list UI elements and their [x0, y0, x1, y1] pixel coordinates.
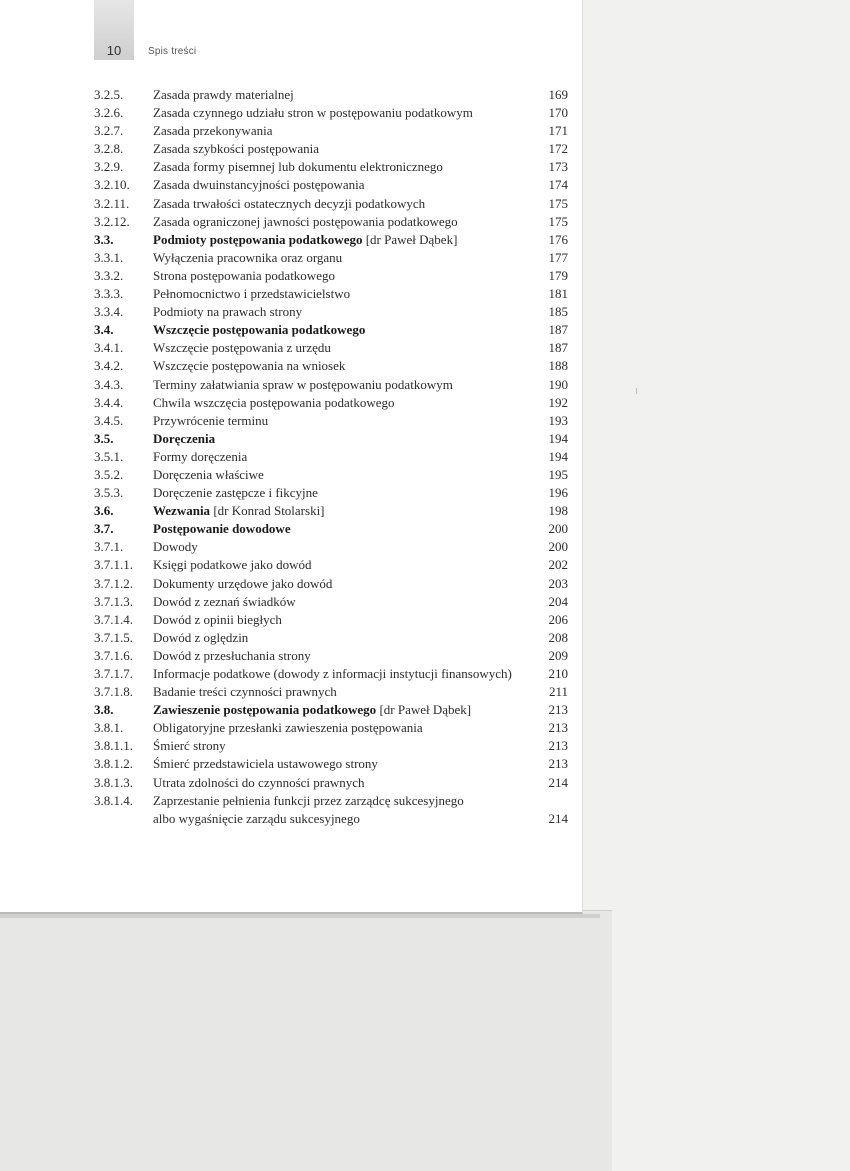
toc-entry	[94, 140, 568, 158]
toc-entry-title	[153, 195, 548, 213]
toc-entry	[94, 575, 568, 593]
toc-entry-page: 187	[548, 322, 568, 338]
table-of-contents	[94, 86, 568, 828]
toc-entry-title-text: Obligatoryjne przesłanki zawieszenia postępowania	[153, 720, 423, 736]
toc-entry-title	[153, 774, 548, 792]
toc-entry-page: 192	[548, 394, 568, 410]
toc-entry-title-text: Wyłączenia pracownika oraz organu	[153, 249, 343, 265]
toc-entry-page: 200	[548, 539, 568, 555]
toc-entry-title-text: Wezwania	[153, 503, 211, 519]
toc-entry-page: 169	[548, 87, 568, 102]
toc-entry-number: 3.8.1.	[94, 720, 124, 736]
toc-entry	[94, 502, 568, 520]
toc-entry-title-text: Zaprzestanie pełnienia funkcji przez zarządcę sukcesyjnego	[153, 792, 464, 808]
toc-entry-title-text: Zasada szybkości postępowania	[153, 141, 320, 157]
toc-entry-title-text: Podmioty na prawach strony	[153, 304, 303, 320]
page-number: 10	[106, 43, 122, 58]
toc-entry-title	[153, 683, 548, 701]
toc-entry-number: 3.8.	[94, 702, 114, 718]
toc-entry	[94, 611, 568, 629]
toc-entry-title-text: Doręczenia właściwe	[153, 466, 264, 482]
running-title: Spis treści	[148, 46, 197, 57]
toc-entry-title-text: Chwila wszczęcia postępowania podatkowego	[153, 394, 395, 410]
toc-entry	[94, 86, 568, 104]
toc-entry	[94, 484, 568, 502]
toc-entry-title-text: Formy doręczenia	[153, 448, 248, 464]
toc-entry-title-text: Wszczęcie postępowania na wniosek	[153, 358, 346, 374]
toc-entry-title	[153, 104, 548, 122]
toc-entry	[94, 683, 568, 701]
toc-entry-page: 193	[548, 412, 568, 428]
page-header	[94, 0, 564, 60]
toc-entry-title-text: Terminy załatwiania spraw w postępowaniu podatkowym	[153, 376, 453, 392]
toc-entry-number: 3.5.	[94, 430, 114, 446]
toc-entry-number: 3.7.1.2.	[94, 575, 133, 591]
toc-entry-number: 3.2.9.	[94, 159, 124, 175]
toc-entry-title	[153, 86, 548, 104]
toc-entry-title	[153, 376, 548, 394]
toc-entry-title-text: Księgi podatkowe jako dowód	[153, 557, 312, 573]
toc-entry-title-text: Podmioty postępowania podatkowego	[153, 231, 363, 247]
toc-entry-title-text: Pełnomocnictwo i przedstawicielstwo	[153, 286, 351, 302]
toc-entry-title	[153, 484, 548, 502]
toc-entry-page: 206	[548, 611, 568, 627]
toc-entry-title-text: Zawieszenie postępowania podatkowego	[153, 702, 377, 718]
toc-entry-title-text: Dokumenty urzędowe jako dowód	[153, 575, 333, 591]
toc-entry-page: 213	[548, 720, 568, 736]
toc-entry	[94, 737, 568, 755]
toc-entry-number: 3.7.1.	[94, 539, 124, 555]
toc-entry-title	[153, 303, 548, 321]
toc-entry-page: 174	[548, 177, 568, 193]
toc-entry-number: 3.7.1.7.	[94, 666, 133, 681]
toc-entry-title-text: Zasada czynnego udziału stron w postępowaniu podatkowym	[153, 105, 473, 121]
toc-entry-number: 3.2.6.	[94, 105, 124, 121]
toc-entry-number: 3.7.1.6.	[94, 647, 133, 663]
toc-entry-title	[153, 538, 548, 556]
toc-entry-number: 3.7.1.1.	[94, 557, 133, 573]
toc-entry-number: 3.7.	[94, 521, 114, 537]
toc-entry-number: 3.2.12.	[94, 213, 130, 229]
toc-entry-title	[153, 665, 548, 683]
toc-entry-title-text: Doręczenia	[153, 430, 216, 446]
toc-entry-title-text: Przywrócenie terminu	[153, 412, 269, 428]
toc-entry-page: 194	[548, 448, 568, 464]
toc-entry	[94, 267, 568, 285]
toc-entry	[94, 755, 568, 773]
toc-entry	[94, 249, 568, 267]
toc-entry	[94, 520, 568, 538]
toc-entry-title	[153, 158, 548, 176]
toc-entry	[94, 538, 568, 556]
toc-entry-title	[153, 285, 548, 303]
toc-entry-page: 202	[548, 557, 568, 573]
toc-entry-title-text: Doręczenie zastępcze i fikcyjne	[153, 485, 318, 501]
toc-entry-title	[153, 357, 548, 375]
toc-entry-number: 3.5.2.	[94, 466, 124, 482]
toc-entry-title-text: Śmierć strony	[153, 738, 226, 754]
toc-entry-page: 190	[548, 376, 568, 392]
toc-entry-number: 3.3.2.	[94, 267, 124, 283]
toc-entry	[94, 357, 568, 375]
toc-entry-page: 209	[548, 647, 568, 663]
toc-entry-page: 213	[548, 702, 568, 718]
toc-entry-title	[153, 321, 548, 339]
toc-entry	[94, 556, 568, 574]
toc-entry-number: 3.8.1.4.	[94, 792, 133, 808]
toc-entry-number: 3.2.10.	[94, 177, 130, 193]
toc-entry-title	[153, 213, 548, 231]
toc-entry-title	[153, 466, 548, 484]
toc-entry-page: 208	[548, 629, 568, 645]
toc-entry-title-text: Zasada ograniczonej jawności postępowania podatkowego	[153, 213, 458, 229]
toc-entry-title	[153, 737, 548, 755]
toc-entry-title	[153, 430, 548, 448]
toc-entry-page: 181	[548, 286, 568, 302]
toc-entry-title-text: Dowód z oględzin	[153, 629, 249, 645]
toc-entry	[94, 104, 568, 122]
toc-entry-title-text: Dowód z opinii biegłych	[153, 611, 282, 627]
toc-entry-title-text: Utrata zdolności do czynności prawnych	[153, 774, 365, 790]
toc-entry-title	[153, 719, 548, 737]
toc-entry-page: 203	[548, 575, 568, 591]
toc-entry-title	[153, 593, 548, 611]
toc-entry-page: 204	[548, 593, 568, 609]
toc-entry-title	[153, 339, 548, 357]
toc-entry-title	[153, 176, 548, 194]
toc-entry	[94, 339, 568, 357]
toc-entry-page: 179	[548, 267, 568, 283]
toc-entry-page: 200	[548, 521, 568, 537]
toc-entry-page: 194	[548, 430, 568, 446]
toc-entry-title	[153, 701, 548, 719]
toc-entry-title	[153, 792, 548, 828]
toc-entry-title-text: Zasada formy pisemnej lub dokumentu elektronicznego	[153, 159, 443, 175]
toc-entry	[94, 376, 568, 394]
toc-entry	[94, 213, 568, 231]
toc-entry-number: 3.4.5.	[94, 412, 124, 428]
toc-entry-title	[153, 448, 548, 466]
toc-entry	[94, 701, 568, 719]
toc-entry	[94, 466, 568, 484]
toc-entry-title	[153, 140, 548, 158]
toc-entry-number: 3.4.1.	[94, 340, 124, 356]
toc-entry-number: 3.7.1.4.	[94, 611, 133, 627]
toc-entry-title	[153, 647, 548, 665]
toc-entry-number: 3.8.1.2.	[94, 756, 133, 772]
toc-entry-title-text: Zasada przekonywania	[153, 123, 273, 139]
toc-entry	[94, 774, 568, 792]
toc-entry-title-text: Zasada trwałości ostatecznych decyzji podatkowych	[153, 195, 426, 211]
toc-entry-number: 3.2.7.	[94, 123, 124, 139]
toc-entry-page: 214	[548, 774, 568, 790]
toc-entry	[94, 792, 568, 828]
toc-entry-number: 3.4.4.	[94, 394, 124, 410]
toc-entry-page: 196	[548, 485, 568, 501]
toc-entry-title-text: Informacje podatkowe (dowody z informacji instytucji finansowych)	[153, 666, 512, 681]
toc-entry-page: 175	[548, 195, 568, 211]
toc-entry	[94, 430, 568, 448]
toc-entry-number: 3.6.	[94, 503, 114, 519]
toc-entry-title	[153, 520, 548, 538]
toc-entry	[94, 195, 568, 213]
toc-entry-title	[153, 249, 548, 267]
toc-entry-title	[153, 267, 548, 285]
toc-entry-author: [dr Paweł Dąbek]	[362, 231, 458, 247]
scan-artifact-mark	[636, 388, 641, 394]
toc-entry-title	[153, 122, 548, 140]
toc-entry-page: 214	[548, 810, 568, 826]
toc-entry-page: 171	[548, 123, 568, 139]
toc-entry-number: 3.3.4.	[94, 304, 124, 320]
toc-entry-title	[153, 575, 548, 593]
toc-entry	[94, 303, 568, 321]
toc-entry	[94, 285, 568, 303]
toc-entry-number: 3.2.5.	[94, 87, 124, 102]
toc-entry-author: [dr Paweł Dąbek]	[376, 702, 472, 718]
toc-entry-page: 195	[548, 466, 568, 482]
toc-entry	[94, 176, 568, 194]
toc-entry-number: 3.8.1.3.	[94, 774, 133, 790]
toc-entry-page: 187	[548, 340, 568, 356]
toc-entry	[94, 647, 568, 665]
toc-entry-number: 3.2.11.	[94, 195, 130, 211]
toc-entry-title-continuation: albo wygaśnięcie zarządu sukcesyjnego	[153, 810, 360, 826]
toc-entry-author: [dr Konrad Stolarski]	[210, 503, 325, 519]
toc-entry	[94, 231, 568, 249]
toc-entry-number: 3.7.1.8.	[94, 684, 133, 700]
toc-entry-page: 211	[548, 684, 568, 700]
toc-entry-title-text: Zasada dwuinstancyjności postępowania	[153, 177, 365, 193]
toc-entry-title	[153, 412, 548, 430]
toc-entry-title-text: Strona postępowania podatkowego	[153, 267, 335, 283]
toc-entry-title-text: Dowód z zeznań świadków	[153, 593, 296, 609]
scanner-background	[0, 910, 612, 1171]
toc-entry-number: 3.3.	[94, 231, 114, 247]
toc-entry-title-text: Wszczęcie postępowania podatkowego	[153, 322, 366, 338]
toc-entry-number: 3.3.1.	[94, 249, 124, 265]
toc-entry-page: 188	[548, 358, 568, 374]
toc-entry-number: 3.7.1.5.	[94, 629, 133, 645]
toc-entry-number: 3.8.1.1.	[94, 738, 133, 754]
toc-entry-number: 3.4.	[94, 322, 114, 338]
toc-entry-page: 176	[548, 231, 568, 247]
toc-entry	[94, 719, 568, 737]
toc-entry	[94, 412, 568, 430]
toc-entry	[94, 448, 568, 466]
toc-entry-title-text: Zasada prawdy materialnej	[153, 87, 294, 102]
toc-entry	[94, 665, 568, 683]
toc-entry-number: 3.2.8.	[94, 141, 124, 157]
toc-entry-title	[153, 502, 548, 520]
page-shadow	[0, 914, 600, 918]
toc-entry	[94, 122, 568, 140]
toc-entry-page: 185	[548, 304, 568, 320]
toc-entry	[94, 593, 568, 611]
toc-entry-number: 3.4.2.	[94, 358, 124, 374]
toc-entry	[94, 321, 568, 339]
toc-entry-title-text: Dowód z przesłuchania strony	[153, 647, 311, 663]
toc-entry-title	[153, 556, 548, 574]
toc-entry-page: 210	[548, 666, 568, 681]
toc-entry-title	[153, 394, 548, 412]
toc-entry-number: 3.5.1.	[94, 448, 124, 464]
toc-entry-number: 3.7.1.3.	[94, 593, 133, 609]
toc-entry-title-text: Postępowanie dowodowe	[153, 521, 291, 537]
toc-entry-page: 173	[548, 159, 568, 175]
toc-entry-title	[153, 755, 548, 773]
toc-entry-page: 170	[548, 105, 568, 121]
toc-entry	[94, 629, 568, 647]
toc-entry-title-text: Badanie treści czynności prawnych	[153, 684, 337, 700]
toc-entry-page: 213	[548, 738, 568, 754]
toc-entry-title	[153, 629, 548, 647]
toc-entry-title-text: Wszczęcie postępowania z urzędu	[153, 340, 331, 356]
toc-entry-page: 213	[548, 756, 568, 772]
toc-entry-title	[153, 611, 548, 629]
toc-entry	[94, 394, 568, 412]
toc-entry-title-text: Dowody	[153, 539, 198, 555]
toc-entry-page: 172	[548, 141, 568, 157]
toc-entry-page: 198	[548, 503, 568, 519]
toc-entry-page: 177	[548, 249, 568, 265]
toc-entry-number: 3.3.3.	[94, 286, 124, 302]
toc-entry-number: 3.4.3.	[94, 376, 124, 392]
toc-entry-number: 3.5.3.	[94, 485, 124, 501]
toc-entry-page: 175	[548, 213, 568, 229]
toc-entry-title-text: Śmierć przedstawiciela ustawowego strony	[153, 756, 378, 772]
toc-entry	[94, 158, 568, 176]
toc-entry-title	[153, 231, 548, 249]
